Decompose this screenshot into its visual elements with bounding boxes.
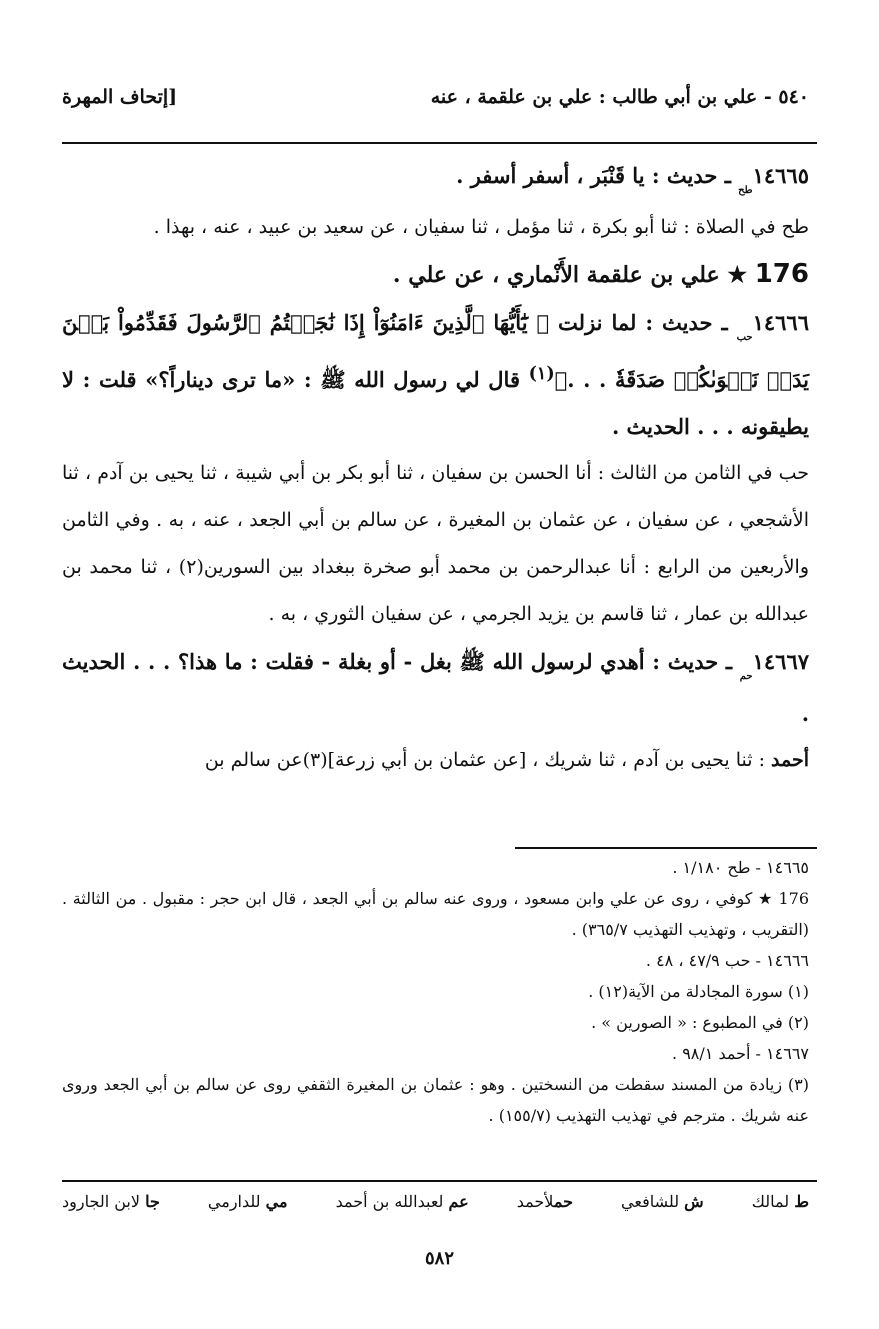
isnad-14667 [62,737,809,784]
hadith-number: ١٤٦٦٥ [752,163,809,188]
quran-verse: ﴿ يَٰٓأَيُّهَا ٱلَّذِينَ ءَامَنُوٓاْ إِذَا نَٰجَيۡتُمُ ٱلرَّسُولَ فَقَدِّمُواْ بَيۡنَ يَدَيۡ نَجۡوَىٰكُمۡ صَدَقَةٗ . . .﴾ [62,310,809,392]
hadith-matn: يا قَنْبَر ، أسفر أسفر . [456,163,645,188]
hadith-matn-start: لما نزلت [558,310,637,335]
hadith-entry-14667 [62,638,809,737]
header-rule [62,142,817,144]
isnad-14665: طح في الصلاة : ثنا أبو بكرة ، ثنا مؤمل ، ثنا سفيان ، عن سعيد بن عبيد ، عنه ، بهذا . [153,216,809,238]
legend-item: حملأحمد [516,1192,573,1211]
star-icon: ★ [727,262,748,288]
footnote-item: ١٤٦٦٥ - طح ١/١٨٠ . [672,858,809,877]
isnad-14666: حب في الثامن من الثالث : أنا الحسن بن سفيان ، ثنا أبو بكر بن أبي شيبة ، ثنا يحيى بن آدم ، ثنا الأشجعي ، عن سفيان ، عن عثمان بن المغيرة ، عن سالم بن أبي الجعد ، عنه ، به . وفي الثامن والأربعين من الرابع : أنا عبدالرحمن بن محمد أبو صخرة ببغداد بين السورين(٢) ، ثنا محمد بن عبدالله بن عمار ، ثنا قاسم بن يزيد الجرمي ، عن سفيان الثوري ، به . [62,462,809,625]
hadith-number: ١٤٦٦٦ [752,310,809,335]
footnote-item: (٢) في المطبوع : « الصورين » . [591,1013,809,1032]
page-number: ٥٨٢ [424,1248,454,1269]
abbreviation-legend [62,1192,809,1211]
running-header [62,86,817,120]
footnote-item: ١٤٦٦٦ - حب ٤٧/٩ ، ٤٨ . [645,951,809,970]
legend-item: مي للدارمي [207,1192,288,1211]
main-text [62,152,809,784]
isnad-text: : ثنا يحيى بن آدم ، ثنا شريك ، [عن عثمان بن أبي زرعة](٣)عن سالم بن [204,749,765,771]
legend-item: جا لابن الجارود [62,1192,160,1211]
hadith-label: ـ حديث : [645,310,728,335]
footnote-rule [515,847,817,849]
hadith-number: ١٤٦٦٧ [752,649,810,674]
footnote-item: ١٤٦٦٧ - أحمد ٩٨/١ . [672,1044,809,1063]
hadith-entry-14665 [62,152,809,204]
hadith-entry-14666 [62,299,809,450]
source-symbol: طح [738,185,753,196]
running-title: ٥٤٠ - علي بن أبي طالب : علي بن علقمة ، عنه [430,86,809,108]
legend-item: ش للشافعي [621,1192,704,1211]
legend-item: عم لعبدالله بن أحمد [335,1192,469,1211]
hadith-matn-rest: قال لي رسول الله ﷺ : «ما ترى ديناراً؟» قلت : لا يطيقونه . . . الحديث . [62,367,809,439]
source-symbol: حم [739,671,753,682]
legend-rule [62,1180,817,1182]
footnote-item: (٣) زيادة من المسند سقطت من النسختين . وهو : عثمان بن المغيرة الثقفي روى عن سالم بن أبي الجعد وروى عنه شريك . مترجم في تهذيب التهذيب (١٥٥/٧) . [62,1075,809,1125]
hadith-label: ـ حديث : [651,163,731,188]
footnote-item: 176 ★ كوفي ، روى عن علي وابن مسعود ، وروى عنه سالم بن أبي الجعد ، قال ابن حجر : مقبول . من الثالثة . (التقريب ، وتهذيب التهذيب ٣٦٥/٧) . [62,889,809,939]
narrator-name: علي بن علقمة الأَنْماري ، عن علي . [392,262,720,288]
narrator-heading [62,251,809,299]
footnote-marker: (١) [528,364,555,384]
hadith-matn: أهدي لرسول الله ﷺ بغل - أو بغلة - فقلت : ما هذا؟ . . . الحديث . [62,649,809,726]
isnad-source: أحمد [771,749,809,771]
hadith-label: ـ حديث : [652,649,733,674]
narrator-number: 176 [754,259,809,289]
legend-item: ط لمالك [751,1192,809,1211]
book-title: [إتحاف المهرة [62,86,178,108]
source-symbol: حب [736,332,753,343]
footnote-item: (١) سورة المجادلة من الآية(١٢) . [588,982,809,1001]
footnotes [62,852,809,1131]
